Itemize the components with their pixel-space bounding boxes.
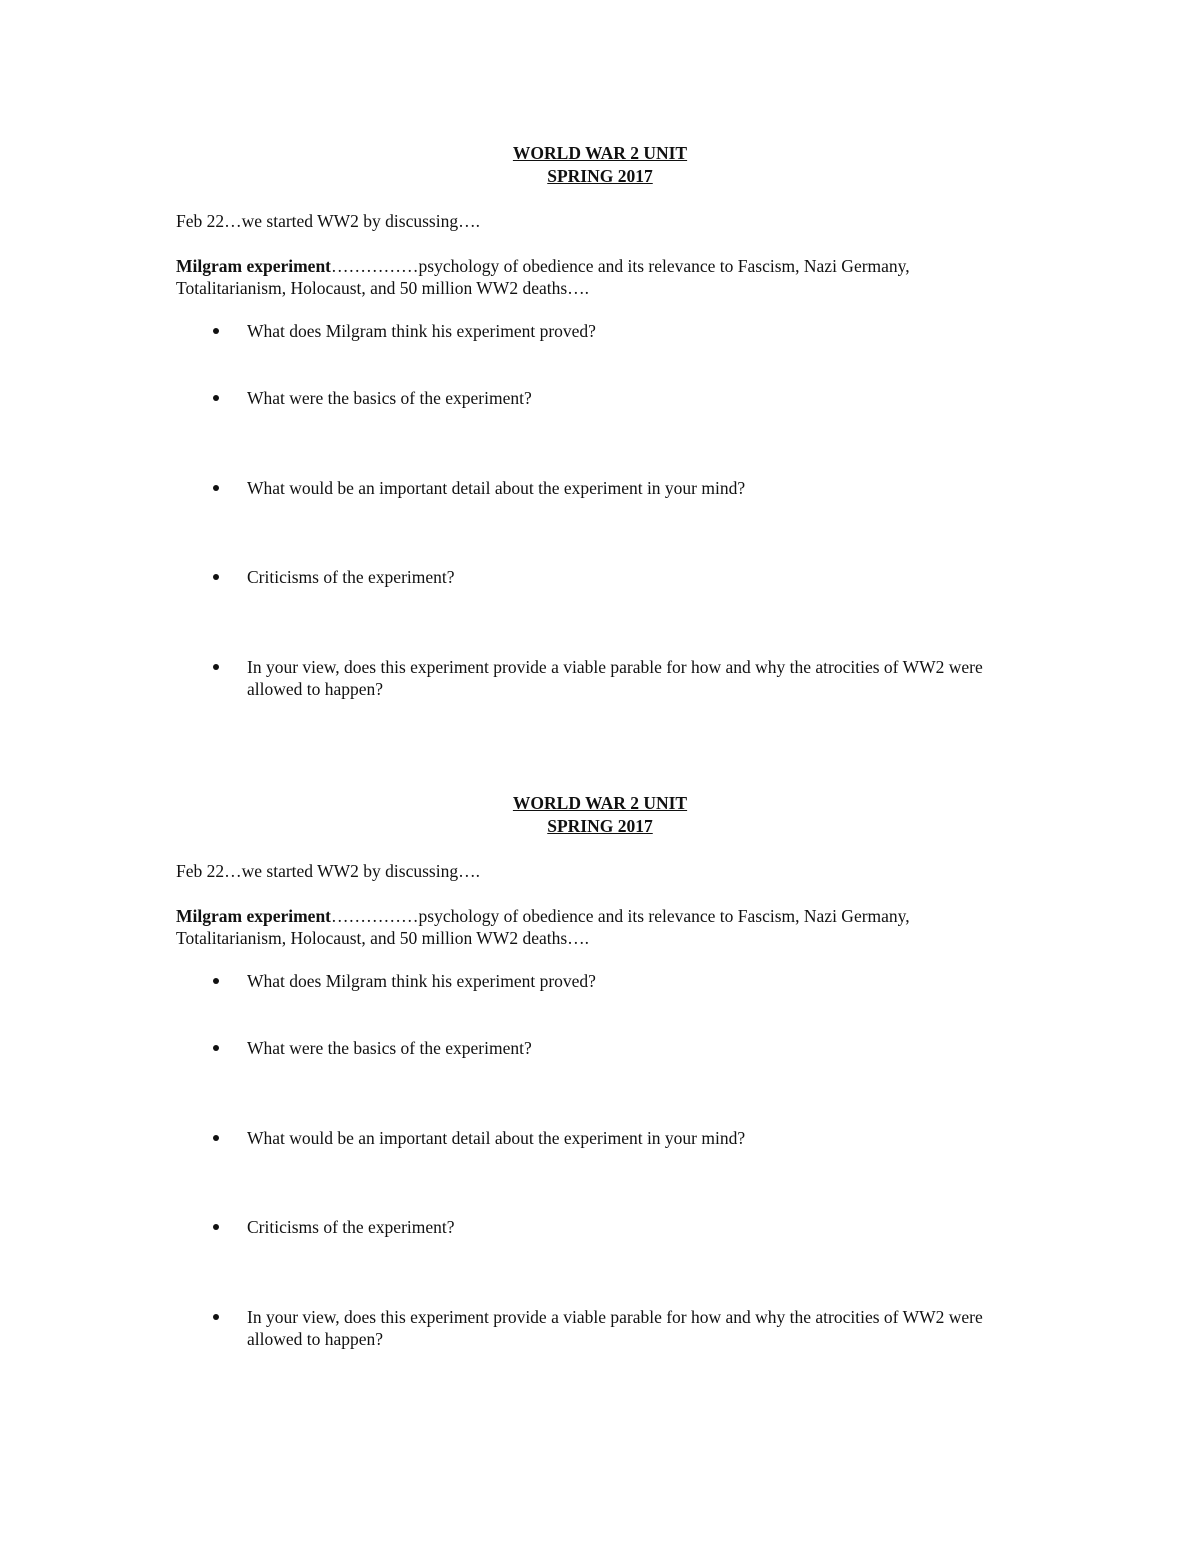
question-list <box>176 970 1026 1370</box>
question-text: What were the basics of the experiment? <box>247 1038 532 1058</box>
term-title: SPRING 2017 <box>547 816 653 836</box>
term-title: SPRING 2017 <box>547 166 653 186</box>
list-item <box>176 1037 996 1059</box>
intro-bold-term: Milgram experiment <box>176 256 332 276</box>
question-text: What would be an important detail about the experiment in your mind? <box>247 1128 746 1148</box>
question-list <box>176 320 1026 720</box>
list-item <box>176 1127 996 1149</box>
list-item <box>176 387 996 409</box>
unit-title: WORLD WAR 2 UNIT <box>512 143 688 163</box>
worksheet-section-2 <box>176 792 1026 1370</box>
question-text: What does Milgram think his experiment proved? <box>247 321 596 341</box>
list-item <box>176 1306 996 1350</box>
section-heading <box>176 142 1024 188</box>
bullet-icon <box>176 656 247 700</box>
intro-paragraph <box>176 905 1016 949</box>
list-item <box>176 477 996 499</box>
list-item <box>176 320 996 342</box>
list-item <box>176 656 996 700</box>
bullet-icon <box>176 387 247 409</box>
unit-title: WORLD WAR 2 UNIT <box>512 793 688 813</box>
question-text: Criticisms of the experiment? <box>247 1217 455 1237</box>
intro-text: ……………psychology of obedience and its relevance to Fascism, Nazi Germany, Totalitarianism, Holocaust, and 50 million WW2 deaths…. <box>176 256 910 298</box>
intro-paragraph <box>176 255 1016 299</box>
list-item <box>176 970 996 992</box>
bullet-icon <box>176 320 247 342</box>
bullet-icon <box>176 566 247 588</box>
intro-text: ……………psychology of obedience and its relevance to Fascism, Nazi Germany, Totalitarianism, Holocaust, and 50 million WW2 deaths…. <box>176 906 910 948</box>
question-text: What does Milgram think his experiment proved? <box>247 971 596 991</box>
date-line: Feb 22…we started WW2 by discussing…. <box>176 861 480 881</box>
question-text: In your view, does this experiment provide a viable parable for how and why the atrocities of WW2 were allowed to happen? <box>247 657 983 699</box>
worksheet-section-1 <box>176 142 1026 720</box>
date-line: Feb 22…we started WW2 by discussing…. <box>176 211 480 231</box>
bullet-icon <box>176 1216 247 1238</box>
question-text: What were the basics of the experiment? <box>247 388 532 408</box>
bullet-icon <box>176 1037 247 1059</box>
question-text: What would be an important detail about the experiment in your mind? <box>247 478 746 498</box>
bullet-icon <box>176 1127 247 1149</box>
question-text: Criticisms of the experiment? <box>247 567 455 587</box>
bullet-icon <box>176 477 247 499</box>
question-text: In your view, does this experiment provide a viable parable for how and why the atrocities of WW2 were allowed to happen? <box>247 1307 983 1349</box>
bullet-icon <box>176 970 247 992</box>
list-item <box>176 566 996 588</box>
intro-bold-term: Milgram experiment <box>176 906 332 926</box>
bullet-icon <box>176 1306 247 1350</box>
list-item <box>176 1216 996 1238</box>
section-heading <box>176 792 1024 838</box>
